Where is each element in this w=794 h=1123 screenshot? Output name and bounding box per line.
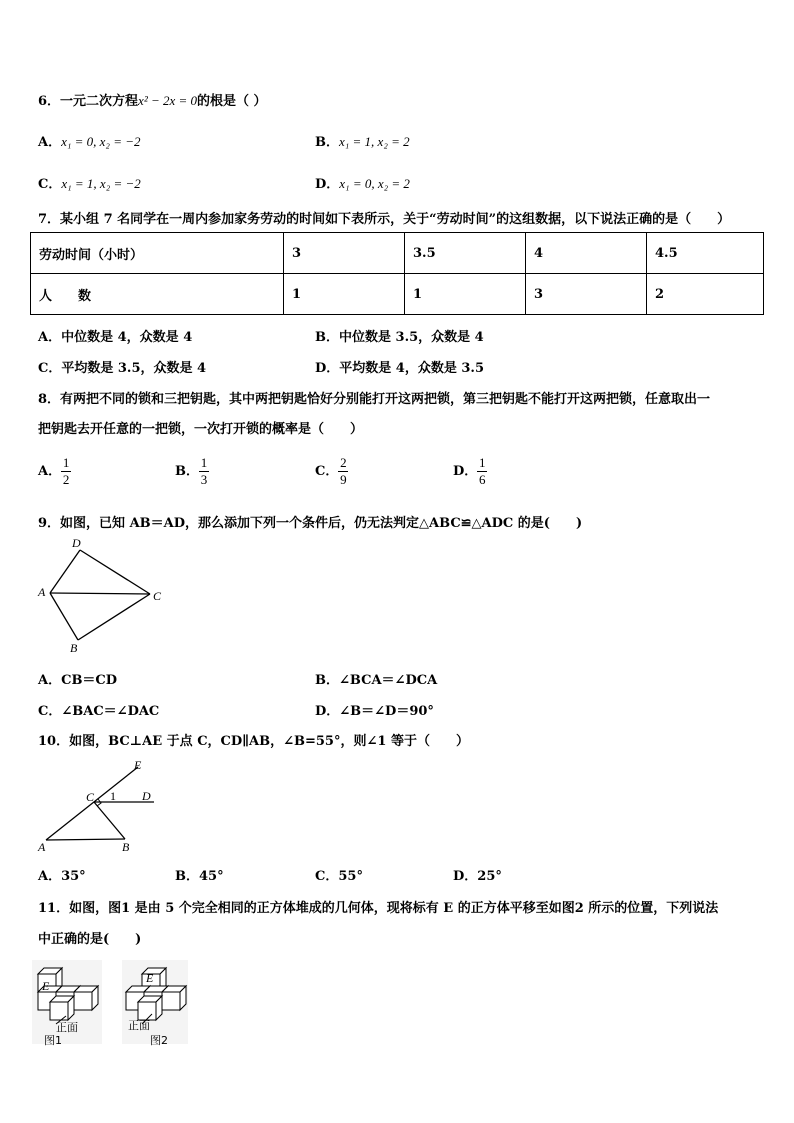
q10-option-b[interactable]: B．45° xyxy=(175,869,224,884)
table-cell: 2 xyxy=(647,274,764,315)
q11-stem-line2: 中正确的是( ) xyxy=(38,932,142,947)
q8-option-c[interactable]: C． $\frac{2}{9}$ xyxy=(315,455,347,487)
q6-stem: 6．一元二次方程x² − 2x = 0的根是（ ） xyxy=(38,93,267,109)
q8-stem-line1: 8．有两把不同的锁和三把钥匙，其中两把钥匙恰好分别能打开这两把锁，第三把钥匙不能打开这两把锁，任意取出一 xyxy=(38,392,711,407)
q7-option-c[interactable]: C．平均数是 3.5，众数是 4 xyxy=(38,361,207,376)
q9-quadrilateral-figure xyxy=(30,535,180,657)
label-c: C xyxy=(86,790,95,804)
q6-option-b[interactable]: B．x₁ = 1, x₂ = 2 xyxy=(315,134,410,150)
q7-option-d[interactable]: D．平均数是 4，众数是 3.5 xyxy=(315,361,484,376)
fig1-caption: 图1 xyxy=(44,1034,62,1047)
q9-option-b[interactable]: B．∠BCA＝∠DCA xyxy=(315,673,438,688)
q11-stem-line1: 11．如图，图1 是由 5 个完全相同的正方体堆成的几何体，现将标有 E 的正方体平移至如图2 所示的位置，下列说法 xyxy=(38,901,719,916)
table-cell: 3.5 xyxy=(405,233,526,274)
q10-option-c[interactable]: C．55° xyxy=(315,869,363,884)
q9-option-a[interactable]: A．CB＝CD xyxy=(38,673,118,688)
q9-option-d[interactable]: D．∠B＝∠D＝90° xyxy=(315,704,434,719)
q7-stem: 7．某小组 7 名同学在一周内参加家务劳动的时间如下表所示，关于“劳动时间”的这组数据，以下说法正确的是（ ） xyxy=(38,212,731,227)
q8-option-a[interactable]: A． $\frac{1}{2}$ xyxy=(38,455,70,487)
q7-option-a[interactable]: A．中位数是 4，众数是 4 xyxy=(38,330,193,345)
table-cell: 1 xyxy=(405,274,526,315)
fraction: $\frac{1}{6}$ xyxy=(479,455,486,487)
label-a: A xyxy=(38,585,46,599)
table-row xyxy=(31,233,764,274)
label-b: B xyxy=(70,641,78,655)
q10-stem: 10．如图，BC⊥AE 于点 C，CD∥AB，∠B=55°，则∠1 等于（ ） xyxy=(38,734,469,749)
label-d: D xyxy=(72,536,81,550)
q8-option-b[interactable]: B． $\frac{1}{3}$ xyxy=(175,455,208,487)
label-d: D xyxy=(142,789,151,803)
label-angle-1: 1 xyxy=(110,789,116,803)
q8-stem-line2: 把钥匙去开任意的一把锁，一次打开锁的概率是（ ） xyxy=(38,422,364,437)
table-cell: 1 xyxy=(284,274,405,315)
q6-option-d[interactable]: D．x₁ = 0, x₂ = 2 xyxy=(315,176,410,192)
q6-option-c[interactable]: C．x₁ = 1, x₂ = −2 xyxy=(38,176,141,192)
fig1-front-label: 正面 xyxy=(56,1021,78,1034)
q10-figure xyxy=(30,755,170,855)
label-c: C xyxy=(153,589,162,603)
q10-option-d[interactable]: D．25° xyxy=(453,869,502,884)
q9-stem: 9．如图，已知 AB＝AD，那么添加下列一个条件后，仍无法判定△ABC≌△ADC 的是( ) xyxy=(38,516,583,531)
labor-time-table xyxy=(30,232,764,315)
q7-option-b[interactable]: B．中位数是 3.5，众数是 4 xyxy=(315,330,484,345)
q9-option-c[interactable]: C．∠BAC＝∠DAC xyxy=(38,704,160,719)
table-cell: 劳动时间（小时） xyxy=(31,233,284,274)
table-cell: 人 数 xyxy=(31,274,284,315)
fig2-cube-label: E xyxy=(146,971,154,985)
label-e: E xyxy=(134,758,142,772)
q8-option-d[interactable]: D． $\frac{1}{6}$ xyxy=(453,455,486,487)
table-cell: 3 xyxy=(284,233,405,274)
fraction: $\frac{2}{9}$ xyxy=(340,455,347,487)
fig2-front-label: 正面 xyxy=(128,1019,150,1032)
label-a: A xyxy=(38,840,46,854)
q6-option-a[interactable]: A．x₁ = 0, x₂ = −2 xyxy=(38,134,141,150)
table-cell: 4.5 xyxy=(647,233,764,274)
table-cell: 4 xyxy=(526,233,647,274)
fig2-caption: 图2 xyxy=(150,1034,168,1047)
fraction: $\frac{1}{3}$ xyxy=(200,455,208,487)
q10-option-a[interactable]: A．35° xyxy=(38,869,86,884)
table-cell: 3 xyxy=(526,274,647,315)
table-row xyxy=(31,274,764,315)
fig1-cube-label: E xyxy=(42,979,50,993)
fraction: $\frac{1}{2}$ xyxy=(62,455,70,487)
q11-cubes-figure xyxy=(30,958,194,1048)
label-b: B xyxy=(122,840,130,854)
